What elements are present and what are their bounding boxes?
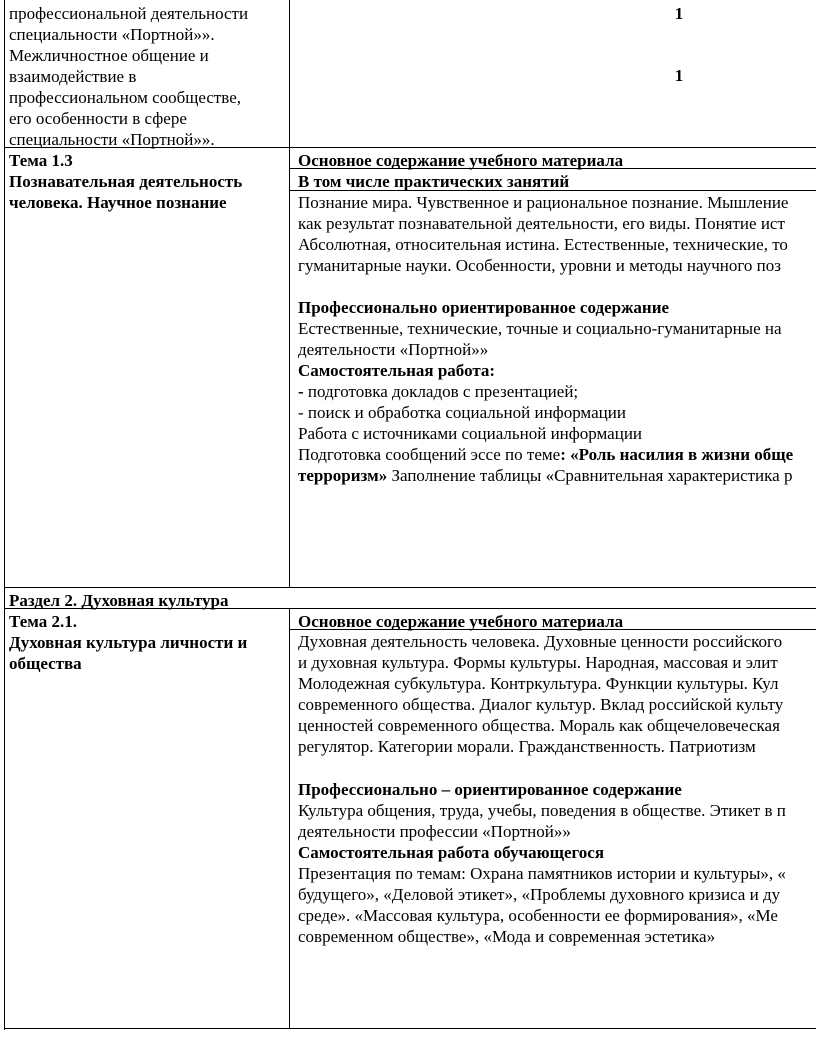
bullet: -	[298, 382, 304, 401]
text-line: регулятор. Категории морали. Гражданственность. Патриотизм	[298, 737, 756, 756]
topic-1-3-professional	[298, 297, 793, 486]
essay-line	[298, 465, 793, 486]
row-divider	[4, 587, 816, 588]
text-line: гуманитарные науки. Особенности, уровни и методы научного поз	[298, 256, 781, 275]
self-work-heading: Самостоятельная работа обучающегося	[298, 843, 605, 862]
topic-2-1-content	[298, 631, 783, 757]
table-bottom-border	[4, 1028, 816, 1029]
topic-2-1-professional	[298, 779, 786, 947]
text-line: Работа с источниками социальной информации	[298, 424, 643, 443]
text-line: и духовная культура. Формы культуры. Народная, массовая и элит	[298, 653, 778, 672]
text-line: Познание мира. Чувственное и рациональное познание. Мышление	[298, 193, 789, 212]
list-item-text: подготовка докладов с презентацией;	[307, 382, 579, 401]
text-line: его особенности в сфере	[9, 109, 187, 128]
text-line: Культура общения, труда, учебы, поведения в обществе. Этикет в п	[298, 801, 786, 820]
column-divider	[289, 0, 290, 588]
text-line: современного общества. Диалог культур. Вклад российской культу	[298, 695, 784, 714]
text-line: Абсолютная, относительная истина. Естественные, технические, то	[298, 235, 788, 254]
practical-heading: В том числе практических занятий	[298, 172, 570, 191]
essay-topic: терроризм»	[298, 466, 388, 485]
text-line: будущего», «Деловой этикет», «Проблемы духовного кризиса и ду	[298, 885, 781, 904]
topic-title: Тема 2.1.	[9, 612, 77, 631]
list-item-text: поиск и обработка социальной информации	[307, 403, 626, 422]
text-line: деятельности «Портной»»	[298, 340, 489, 359]
list-item	[298, 402, 793, 423]
text-line: специальности «Портной»».	[9, 25, 215, 44]
essay-line	[298, 444, 793, 465]
hours-value: 1	[674, 66, 684, 85]
topic-name-line: человека. Научное познание	[9, 193, 227, 212]
text-line: деятельности профессии «Портной»»	[298, 822, 571, 841]
text-line: Духовная деятельность человека. Духовные ценности российского	[298, 632, 783, 651]
essay-topic: «Роль насилия в жизни обще	[565, 445, 794, 464]
professional-heading: Профессионально – ориентированное содержание	[298, 780, 682, 799]
topic-1-3-header	[9, 150, 242, 213]
professional-heading: Профессионально ориентированное содержание	[298, 298, 670, 317]
text-line: Межличностное общение и	[9, 46, 209, 65]
top-left-cell	[9, 3, 248, 150]
bullet: -	[298, 403, 304, 422]
list-item	[298, 381, 793, 402]
text-line: современном обществе», «Мода и современная эстетика»	[298, 927, 716, 946]
topic-name-line: общества	[9, 654, 82, 673]
text-line: как результат познавательной деятельности, его виды. Понятие ист	[298, 214, 785, 233]
essay-text: Заполнение таблицы «Сравнительная характеристика р	[387, 466, 793, 485]
self-work-heading: Самостоятельная работа:	[298, 361, 496, 380]
essay-colon: :	[560, 445, 566, 464]
table-left-border	[4, 0, 5, 1030]
section-2-title: Раздел 2. Духовная культура	[9, 591, 229, 610]
hours-value: 1	[674, 4, 684, 23]
text-line: Молодежная субкультура. Контркультура. Функции культуры. Кул	[298, 674, 779, 693]
topic-1-3-content	[298, 192, 788, 276]
topic-name-line: Духовная культура личности и	[9, 633, 248, 652]
text-line: профессиональной деятельности	[9, 4, 249, 23]
main-content-heading: Основное содержание учебного материала	[298, 151, 624, 170]
topic-name-line: Познавательная деятельность	[9, 172, 243, 191]
text-line: Презентация по темам: Охрана памятников истории и культуры», «	[298, 864, 786, 883]
essay-text: Подготовка сообщений эссе по теме	[298, 445, 561, 464]
main-content-heading: Основное содержание учебного материала	[298, 612, 624, 631]
topic-title: Тема 1.3	[9, 151, 73, 170]
column-divider	[289, 608, 290, 1029]
text-line: специальности «Портной»».	[9, 130, 215, 149]
text-line: Естественные, технические, точные и социально-гуманитарные на	[298, 319, 782, 338]
topic-2-1-header	[9, 611, 247, 674]
text-line: ценностей современного общества. Мораль как общечеловеческая	[298, 716, 780, 735]
text-line: среде». «Массовая культура, особенности ее формирования», «Ме	[298, 906, 778, 925]
text-line: профессиональном сообществе,	[9, 88, 242, 107]
text-line: взаимодействие в	[9, 67, 137, 86]
